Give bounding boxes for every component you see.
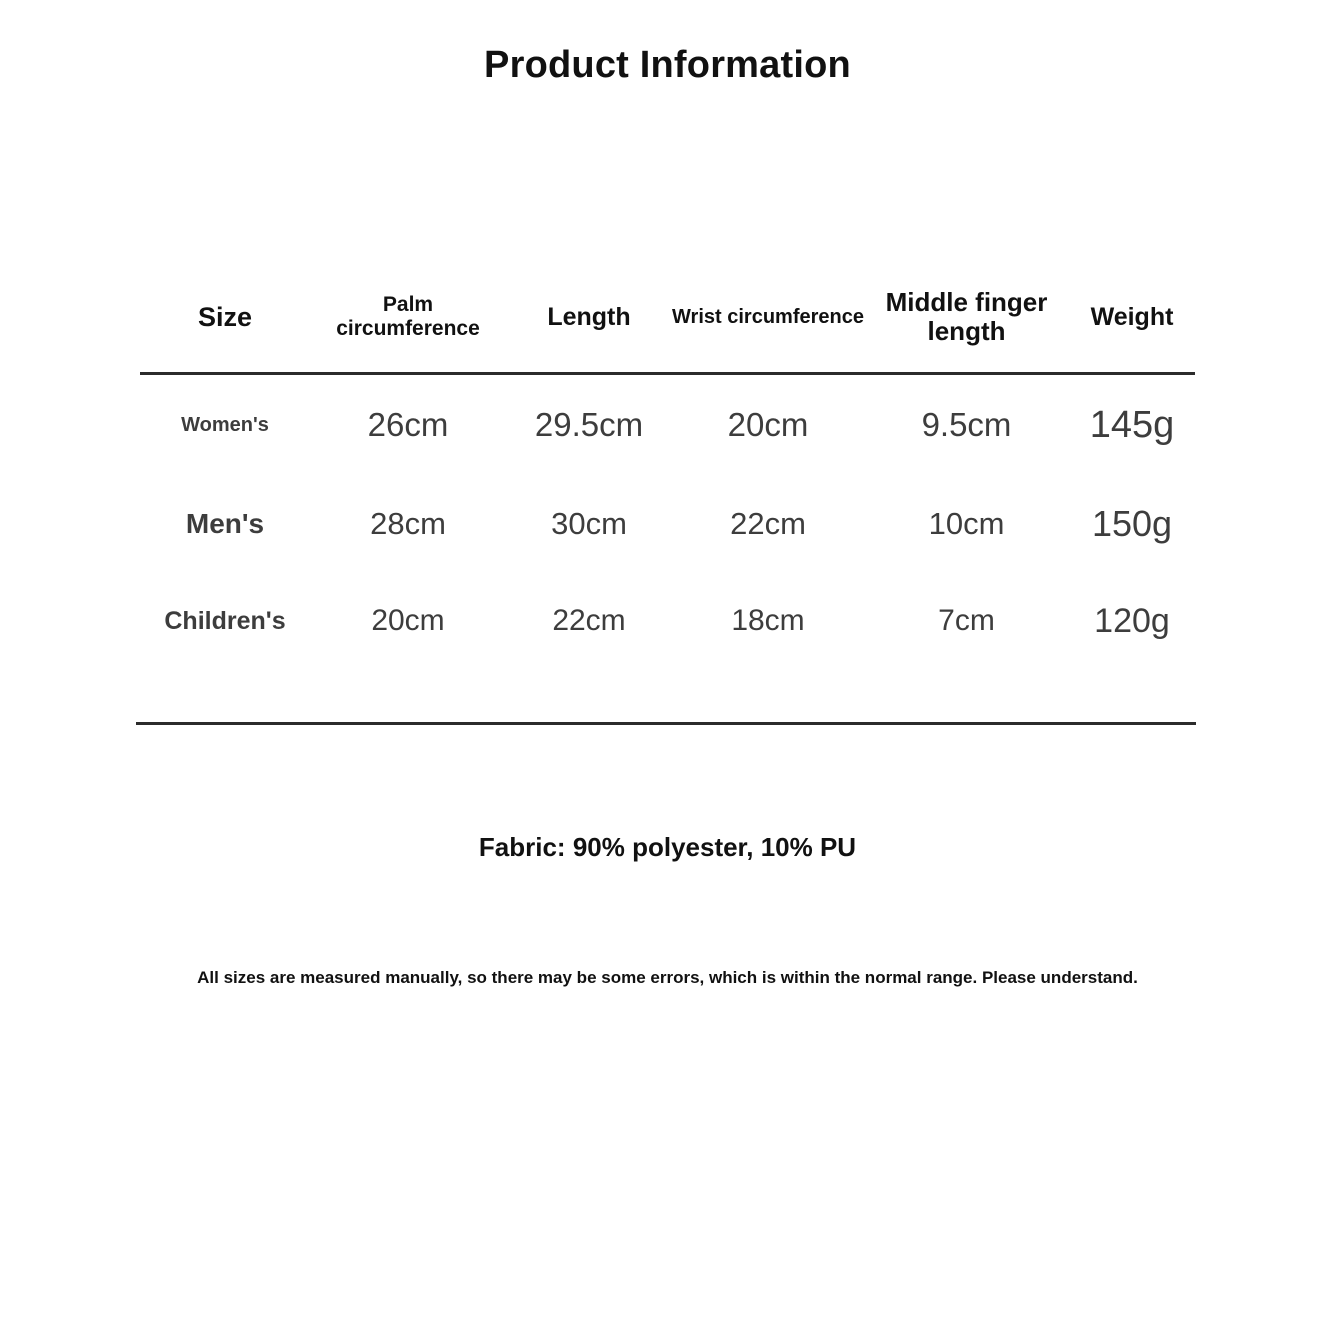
table-row [140, 374, 1195, 476]
cell-length: 29.5cm [534, 406, 644, 443]
cell-palm: 26cm [367, 406, 449, 443]
column-header-length: Length [547, 303, 631, 331]
cell-length: 30cm [551, 506, 627, 541]
column-header-middle-finger-length: Middle finger length [885, 286, 1048, 346]
column-header-palm-circumference: Palm circumference [336, 293, 480, 340]
table-header-row [140, 262, 1195, 374]
row-label-mens: Men's [185, 508, 265, 539]
cell-middle-finger: 10cm [928, 506, 1005, 541]
cell-palm: 20cm [371, 604, 445, 637]
measurement-disclaimer: All sizes are measured manually, so there may be some errors, which is within the normal range. Please understand. [197, 968, 1138, 987]
row-label-childrens: Children's [164, 606, 286, 635]
cell-palm: 28cm [370, 506, 446, 541]
cell-middle-finger: 7cm [938, 604, 995, 637]
fabric-note: Fabric: 90% polyester, 10% PU [478, 832, 857, 862]
cell-weight: 145g [1089, 403, 1175, 446]
column-header-wrist-circumference: Wrist circumference [672, 305, 864, 328]
size-table-container [140, 262, 1195, 669]
cell-wrist: 20cm [727, 406, 809, 443]
cell-weight: 150g [1091, 503, 1173, 544]
cell-middle-finger: 9.5cm [921, 406, 1012, 443]
cell-length: 22cm [552, 604, 626, 637]
row-label-womens: Women's [181, 413, 269, 436]
column-header-weight: Weight [1090, 303, 1174, 331]
size-table [140, 262, 1195, 669]
cell-wrist: 18cm [731, 604, 805, 637]
table-bottom-divider [136, 722, 1196, 725]
table-row [140, 573, 1195, 669]
cell-wrist: 22cm [730, 506, 806, 541]
cell-weight: 120g [1094, 601, 1170, 640]
page-title: Product Information [484, 44, 851, 86]
table-row [140, 475, 1195, 573]
column-header-size: Size [197, 301, 253, 332]
